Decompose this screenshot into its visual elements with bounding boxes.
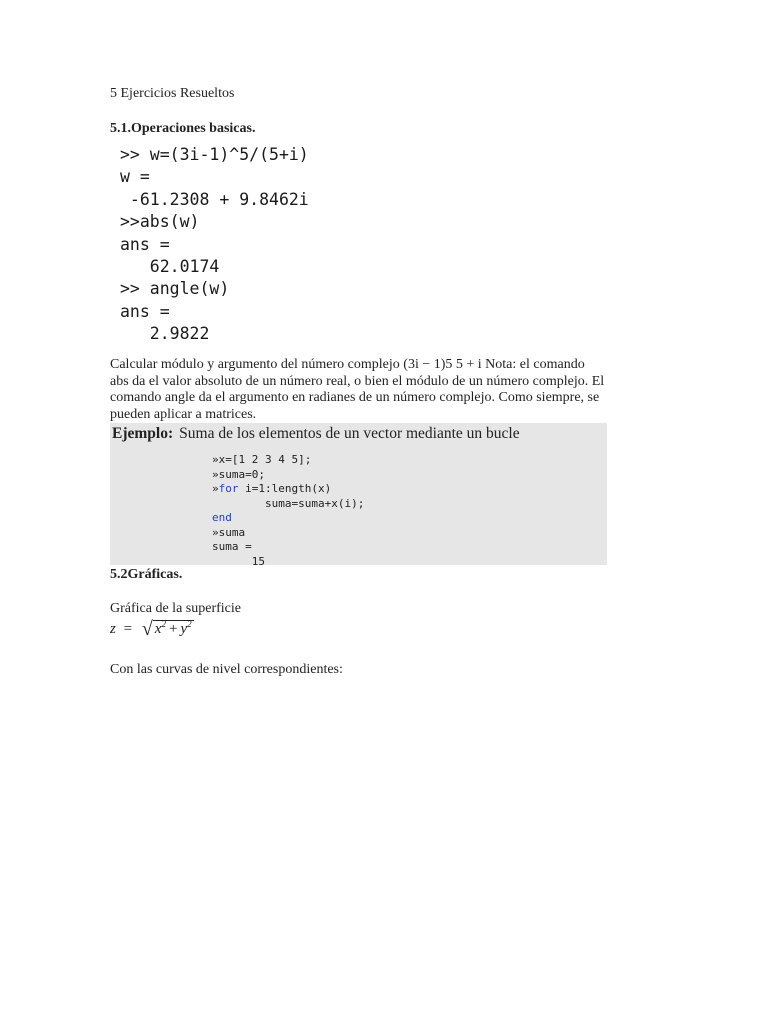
matlab-line: >> angle(w)	[120, 279, 230, 299]
radicand: $x^2 + y^2$	[154, 619, 192, 637]
code-line: 15	[212, 554, 265, 568]
matlab-line: 2.9822	[120, 324, 210, 344]
matlab-line: ans =	[120, 234, 170, 254]
code-line: »suma=0;	[212, 467, 265, 481]
code-line: »x=[1 2 3 4 5];	[212, 453, 312, 466]
example-description: Suma de los elementos de un vector mediante un bucle	[179, 425, 520, 442]
code-line: suma=suma+x(i);	[212, 496, 365, 510]
code-line	[212, 482, 331, 495]
paragraph-line: abs da el valor absoluto de un número real, o bien el módulo de un número complejo. El	[110, 373, 605, 389]
matlab-session	[120, 144, 309, 346]
section-title: 5 Ejercicios Resueltos	[110, 86, 235, 101]
graph-description: Gráfica de la superficie	[110, 601, 241, 616]
paragraph-line: comando angle da el argumento en radianes de un número complejo. Como siempre, se	[110, 390, 600, 405]
matlab-line: w =	[120, 167, 150, 187]
matlab-line: 62.0174	[120, 257, 220, 277]
example-title	[112, 425, 520, 443]
square-root	[140, 618, 194, 641]
surface-formula	[110, 618, 194, 641]
paragraph-line: pueden aplicar a matrices.	[110, 406, 257, 422]
example-box	[110, 423, 607, 568]
matlab-line: >>abs(w)	[120, 212, 200, 232]
matlab-line: >> w=(3i-1)^5/(5+i)	[120, 145, 309, 164]
code-line: suma =	[212, 540, 252, 553]
heading-operaciones: 5.1.Operaciones basicas.	[110, 121, 256, 136]
explanation-paragraph	[110, 357, 670, 423]
paragraph-line: Calcular módulo y argumento del número complejo (3i − 1)5 5 + i Nota: el comando	[110, 357, 585, 372]
formula-equals: =	[123, 621, 133, 637]
code-text: i=1:length(x)	[238, 482, 332, 495]
code-prompt: »	[212, 482, 219, 495]
keyword-for: for	[218, 482, 239, 495]
sqrt-icon: √	[141, 618, 153, 640]
code-line: »suma	[212, 525, 246, 539]
keyword-end: end	[212, 511, 232, 524]
formula-lhs: z	[110, 621, 116, 637]
matlab-line: -61.2308 + 9.8462i	[120, 189, 309, 209]
example-code	[212, 453, 364, 569]
matlab-line: ans =	[120, 301, 170, 321]
heading-graficas: 5.2Gráficas.	[110, 567, 183, 582]
curves-description: Con las curvas de nivel correspondientes:	[110, 662, 343, 677]
example-label: Ejemplo:	[112, 425, 174, 442]
